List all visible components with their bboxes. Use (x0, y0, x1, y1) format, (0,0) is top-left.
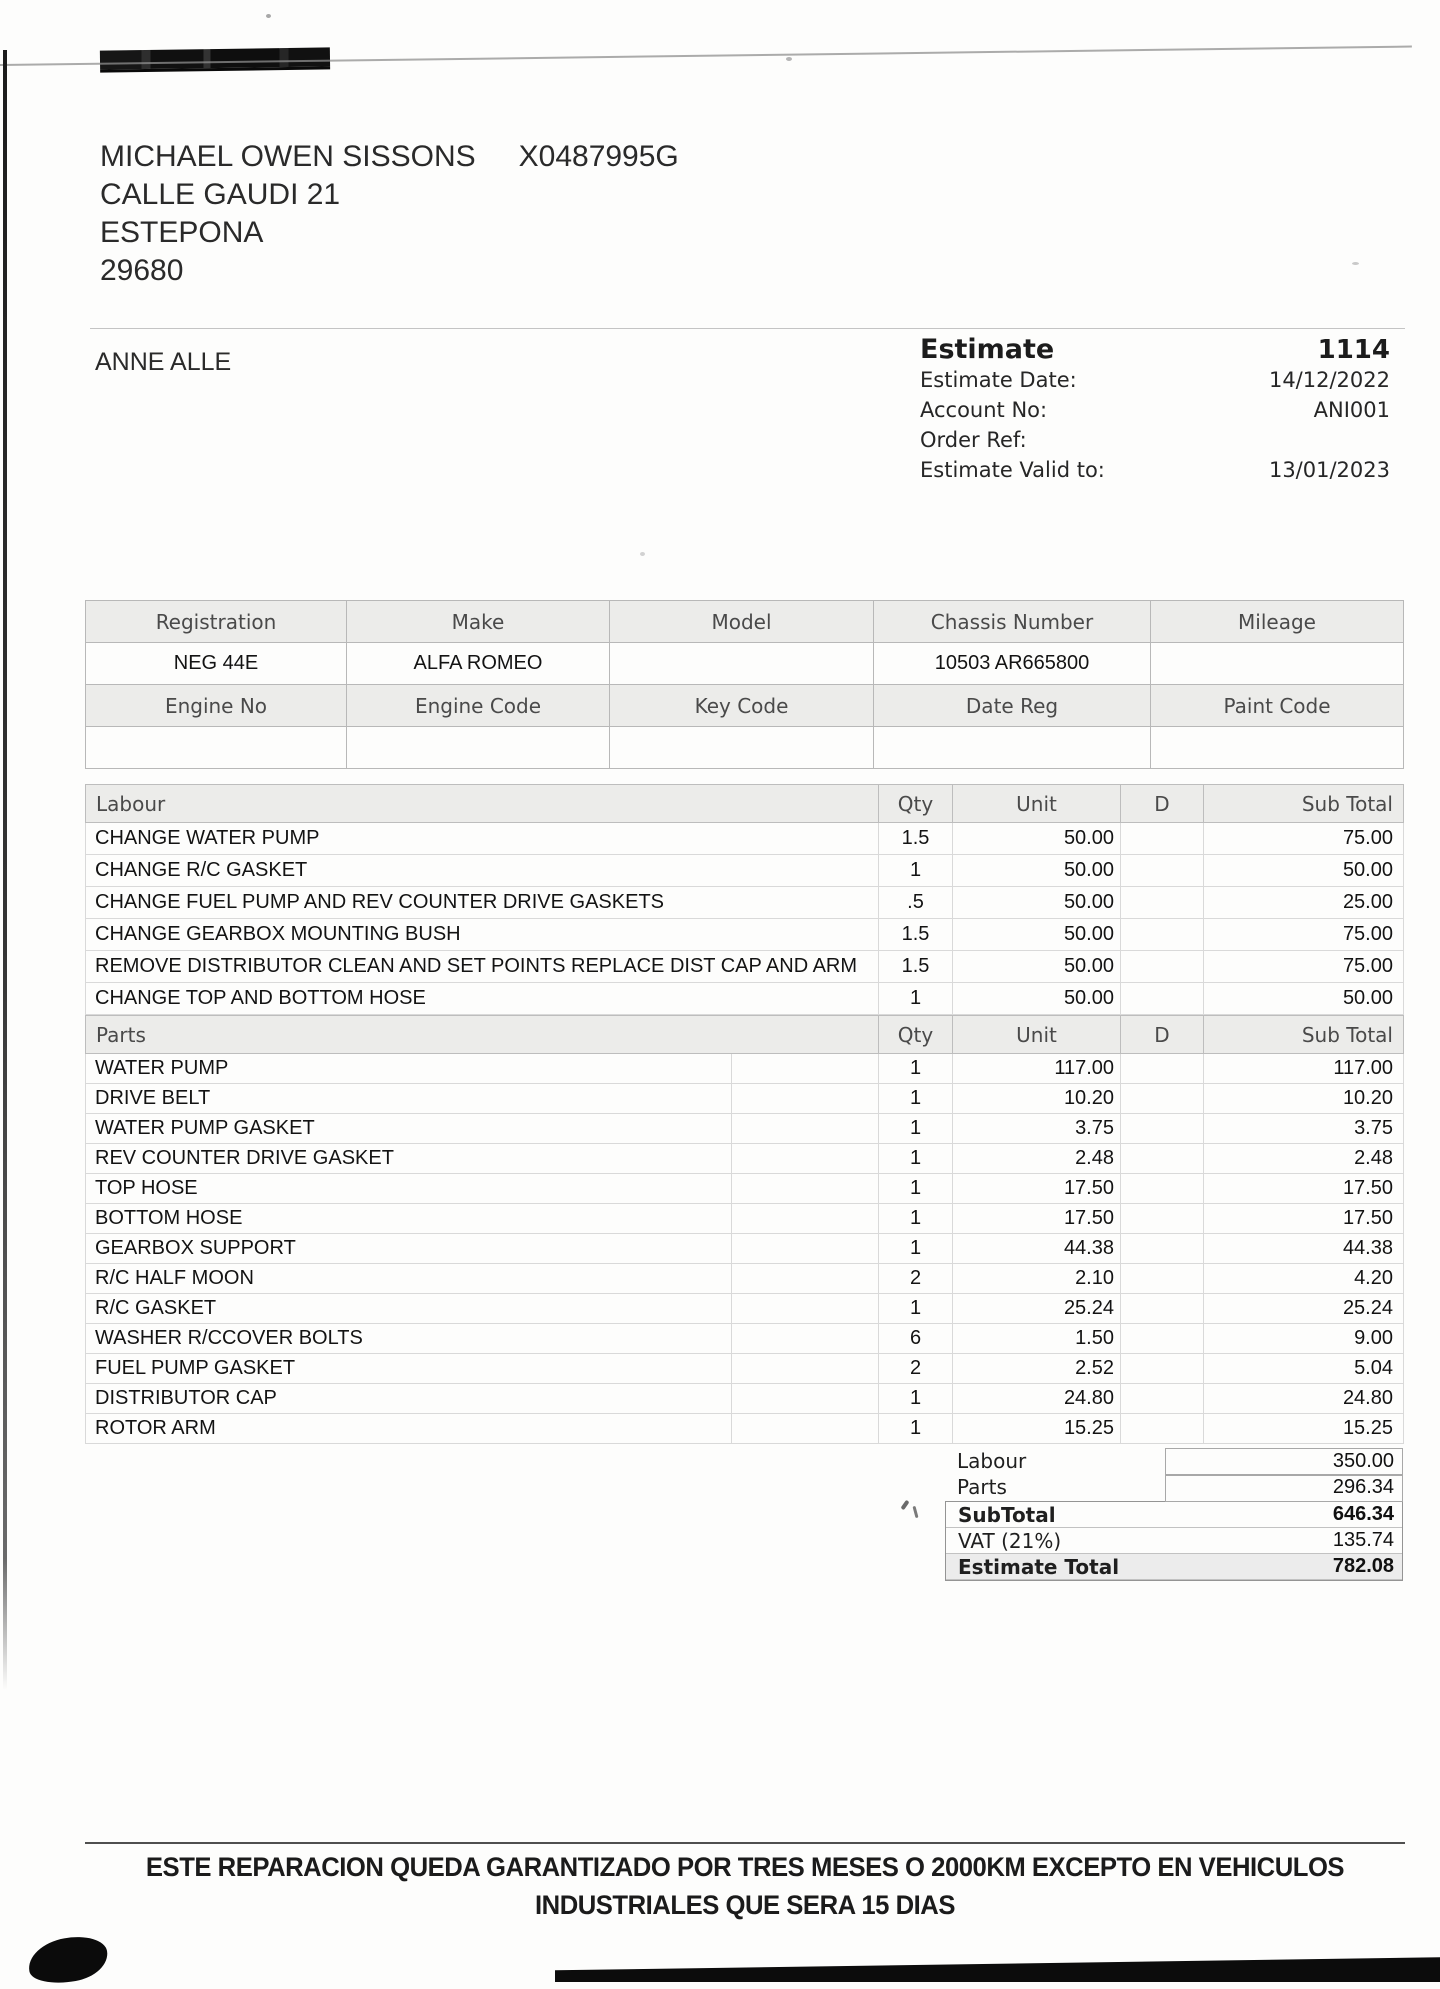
parts-description: DRIVE BELT (86, 1084, 732, 1114)
parts-qty: 2 (879, 1264, 953, 1294)
totals-row (945, 1448, 1403, 1474)
parts-subtotal: 44.38 (1204, 1234, 1404, 1264)
parts-row (86, 1324, 1404, 1354)
totals-value: 646.34 (1332, 1503, 1394, 1525)
parts-unit: 15.25 (953, 1414, 1121, 1444)
labour-row (86, 855, 1404, 887)
totals-label: Parts (957, 1475, 1007, 1499)
totals-value: 296.34 (1165, 1474, 1403, 1502)
parts-qty: 1 (879, 1144, 953, 1174)
key-code-header: Key Code (610, 685, 874, 727)
estimate-field-label: Account No: (920, 398, 1048, 422)
labour-subtotal: 75.00 (1204, 951, 1404, 983)
labour-subtotal: 75.00 (1204, 823, 1404, 855)
estimate-field-value: 13/01/2023 (1268, 458, 1390, 482)
parts-unit: 25.24 (953, 1294, 1121, 1324)
labour-row (86, 887, 1404, 919)
totals-value: 135.74 (1332, 1529, 1394, 1551)
parts-subtotal: 4.20 (1204, 1264, 1404, 1294)
totals-top-group (945, 1448, 1403, 1500)
parts-spacer-cell (732, 1234, 879, 1264)
labour-description: REMOVE DISTRIBUTOR CLEAN AND SET POINTS REPLACE DIST CAP AND ARM (86, 951, 879, 983)
address-line: CALLE GAUDI 21 (100, 178, 341, 211)
parts-subtotal: 3.75 (1204, 1114, 1404, 1144)
parts-subtotal: 10.20 (1204, 1084, 1404, 1114)
customer-name: MICHAEL OWEN SISSONS (100, 140, 476, 173)
estimate-number: 1114 (1317, 335, 1390, 365)
disclaimer-line: INDUSTRIALES QUE SERA 15 DIAS (535, 1890, 955, 1920)
parts-section-title: Parts (86, 1016, 879, 1054)
model-value (610, 643, 874, 685)
qty-column-header: Qty (879, 1016, 953, 1054)
date-reg-header: Date Reg (874, 685, 1151, 727)
estimate-field-row (920, 365, 1390, 395)
parts-qty: 1 (879, 1414, 953, 1444)
qty-column-header: Qty (879, 785, 953, 823)
parts-unit: 3.75 (953, 1114, 1121, 1144)
parts-subtotal: 117.00 (1204, 1054, 1404, 1084)
labour-d (1121, 855, 1204, 887)
parts-spacer-cell (732, 1414, 879, 1444)
estimate-field-row (920, 425, 1390, 455)
parts-row (86, 1084, 1404, 1114)
labour-qty: .5 (879, 887, 953, 919)
labour-qty: 1 (879, 983, 953, 1015)
estimate-field-label: Estimate Valid to: (920, 458, 1105, 482)
labour-unit: 50.00 (953, 951, 1121, 983)
parts-row (86, 1204, 1404, 1234)
parts-spacer-cell (732, 1174, 879, 1204)
parts-description: GEARBOX SUPPORT (86, 1234, 732, 1264)
parts-subtotal: 2.48 (1204, 1144, 1404, 1174)
parts-qty: 1 (879, 1294, 953, 1324)
parts-qty: 1 (879, 1054, 953, 1084)
totals-value: 350.00 (1165, 1448, 1403, 1476)
parts-d (1121, 1084, 1204, 1114)
labour-subtotal: 50.00 (1204, 855, 1404, 887)
disclaimer-line: ESTE REPARACION QUEDA GARANTIZADO POR TRES MESES O 2000KM EXCEPTO EN VEHICULOS (145, 1852, 1345, 1882)
parts-description: R/C GASKET (86, 1294, 732, 1324)
labour-unit: 50.00 (953, 855, 1121, 887)
parts-d (1121, 1264, 1204, 1294)
parts-d (1121, 1384, 1204, 1414)
parts-spacer-cell (732, 1264, 879, 1294)
parts-table (85, 1015, 1404, 1444)
labour-row (86, 951, 1404, 983)
scan-speck (266, 14, 271, 18)
parts-subtotal: 9.00 (1204, 1324, 1404, 1354)
labour-qty: 1.5 (879, 919, 953, 951)
parts-subtotal: 25.24 (1204, 1294, 1404, 1324)
labour-description: CHANGE GEARBOX MOUNTING BUSH (86, 919, 879, 951)
labour-table (85, 784, 1404, 1015)
parts-d (1121, 1294, 1204, 1324)
registration-value: NEG 44E (86, 643, 347, 685)
parts-unit: 10.20 (953, 1084, 1121, 1114)
subtotal-column-header: Sub Total (1204, 1016, 1404, 1054)
engine-no-header: Engine No (86, 685, 347, 727)
parts-subtotal: 17.50 (1204, 1204, 1404, 1234)
totals-box-group (945, 1501, 1403, 1581)
parts-qty: 2 (879, 1354, 953, 1384)
labour-qty: 1.5 (879, 951, 953, 983)
address-line: ESTEPONA (100, 216, 264, 249)
parts-row (86, 1354, 1404, 1384)
parts-row (86, 1234, 1404, 1264)
parts-subtotal: 17.50 (1204, 1174, 1404, 1204)
parts-description: BOTTOM HOSE (86, 1204, 732, 1234)
subtotal-column-header: Sub Total (1204, 785, 1404, 823)
parts-row (86, 1144, 1404, 1174)
parts-description: DISTRIBUTOR CAP (86, 1384, 732, 1414)
mileage-header: Mileage (1151, 601, 1404, 643)
estimate-header-block (920, 334, 1390, 485)
parts-d (1121, 1174, 1204, 1204)
totals-value: 782.08 (1332, 1555, 1394, 1577)
labour-row (86, 983, 1404, 1015)
parts-qty: 6 (879, 1324, 953, 1354)
parts-row (86, 1114, 1404, 1144)
labour-description: CHANGE FUEL PUMP AND REV COUNTER DRIVE GASKETS (86, 887, 879, 919)
parts-qty: 1 (879, 1084, 953, 1114)
parts-spacer-cell (732, 1054, 879, 1084)
parts-unit: 1.50 (953, 1324, 1121, 1354)
vehicle-values-row (86, 643, 1404, 685)
mileage-value (1151, 643, 1404, 685)
customer-tax-id: X0487995G (518, 140, 679, 173)
vehicle-details-table (85, 600, 1404, 769)
labour-qty: 1.5 (879, 823, 953, 855)
totals-label: Labour (957, 1449, 1027, 1473)
labour-subtotal: 75.00 (1204, 919, 1404, 951)
parts-qty: 1 (879, 1204, 953, 1234)
labour-d (1121, 887, 1204, 919)
labour-description: CHANGE WATER PUMP (86, 823, 879, 855)
parts-description: TOP HOSE (86, 1174, 732, 1204)
labour-subtotal: 25.00 (1204, 887, 1404, 919)
vehicle-header-row-2 (86, 685, 1404, 727)
totals-label: Estimate Total (958, 1554, 1120, 1579)
parts-subtotal: 24.80 (1204, 1384, 1404, 1414)
labour-unit: 50.00 (953, 919, 1121, 951)
disclaimer-text (118, 1848, 1372, 1924)
paint-code-header: Paint Code (1151, 685, 1404, 727)
parts-spacer-cell (732, 1324, 879, 1354)
parts-d (1121, 1324, 1204, 1354)
labour-subtotal: 50.00 (1204, 983, 1404, 1015)
engine-code-header: Engine Code (347, 685, 610, 727)
registration-header: Registration (86, 601, 347, 643)
parts-spacer-cell (732, 1384, 879, 1414)
labour-d (1121, 983, 1204, 1015)
customer-block (100, 138, 679, 290)
d-column-header: D (1121, 1016, 1204, 1054)
parts-description: ROTOR ARM (86, 1414, 732, 1444)
address-line: 29680 (100, 254, 184, 287)
estimate-field-label: Order Ref: (920, 428, 1027, 452)
parts-qty: 1 (879, 1174, 953, 1204)
labour-unit: 50.00 (953, 823, 1121, 855)
contact-name: ANNE ALLE (95, 348, 232, 376)
parts-spacer-cell (732, 1204, 879, 1234)
parts-description: WATER PUMP (86, 1054, 732, 1084)
parts-unit: 117.00 (953, 1054, 1121, 1084)
totals-label: VAT (21%) (958, 1528, 1062, 1553)
parts-spacer-cell (732, 1114, 879, 1144)
parts-unit: 17.50 (953, 1174, 1121, 1204)
chassis-number-value: 10503 AR665800 (874, 643, 1151, 685)
parts-spacer-cell (732, 1144, 879, 1174)
parts-d (1121, 1414, 1204, 1444)
parts-row (86, 1054, 1404, 1084)
parts-qty: 1 (879, 1114, 953, 1144)
parts-description: REV COUNTER DRIVE GASKET (86, 1144, 732, 1174)
labour-unit: 50.00 (953, 983, 1121, 1015)
labour-header-row (86, 785, 1404, 823)
date-reg-value (874, 727, 1151, 769)
totals-block (945, 1448, 1403, 1581)
scanner-edge-artifact (3, 50, 7, 1690)
parts-unit: 17.50 (953, 1204, 1121, 1234)
parts-d (1121, 1204, 1204, 1234)
parts-unit: 2.10 (953, 1264, 1121, 1294)
d-column-header: D (1121, 785, 1204, 823)
model-header: Model (610, 601, 874, 643)
labour-row (86, 823, 1404, 855)
labour-section-title: Labour (86, 785, 879, 823)
parts-row (86, 1174, 1404, 1204)
scan-speck (786, 57, 792, 61)
labour-description: CHANGE R/C GASKET (86, 855, 879, 887)
parts-unit: 24.80 (953, 1384, 1121, 1414)
paint-code-value (1151, 727, 1404, 769)
footer-rule (85, 1842, 1405, 1844)
estimate-field-row (920, 455, 1390, 485)
parts-d (1121, 1234, 1204, 1264)
parts-d (1121, 1054, 1204, 1084)
totals-row (946, 1528, 1402, 1554)
engine-no-value (86, 727, 347, 769)
parts-description: R/C HALF MOON (86, 1264, 732, 1294)
estimate-field-label: Estimate Date: (920, 368, 1077, 392)
parts-subtotal: 5.04 (1204, 1354, 1404, 1384)
make-value: ALFA ROMEO (347, 643, 610, 685)
parts-unit: 2.48 (953, 1144, 1121, 1174)
parts-description: FUEL PUMP GASKET (86, 1354, 732, 1384)
parts-row (86, 1414, 1404, 1444)
parts-description: WATER PUMP GASKET (86, 1114, 732, 1144)
vehicle-header-row (86, 601, 1404, 643)
labour-description: CHANGE TOP AND BOTTOM HOSE (86, 983, 879, 1015)
parts-spacer-cell (732, 1294, 879, 1324)
estimate-title: Estimate (920, 334, 1055, 365)
parts-row (86, 1294, 1404, 1324)
parts-qty: 1 (879, 1384, 953, 1414)
parts-spacer-cell (732, 1354, 879, 1384)
engine-code-value (347, 727, 610, 769)
scanner-blob-artifact (25, 1931, 111, 1988)
scan-speck (1352, 262, 1359, 265)
parts-d (1121, 1114, 1204, 1144)
vehicle-values-row-2 (86, 727, 1404, 769)
totals-row (945, 1474, 1403, 1500)
key-code-value (610, 727, 874, 769)
labour-unit: 50.00 (953, 887, 1121, 919)
parts-d (1121, 1144, 1204, 1174)
ink-smudge (900, 1500, 909, 1510)
scan-speck (640, 552, 645, 556)
parts-unit: 44.38 (953, 1234, 1121, 1264)
unit-column-header: Unit (953, 1016, 1121, 1054)
totals-row (946, 1554, 1402, 1580)
estimate-field-row (920, 395, 1390, 425)
parts-spacer-cell (732, 1084, 879, 1114)
estimate-field-value: ANI001 (1313, 398, 1390, 422)
parts-header-row (86, 1016, 1404, 1054)
parts-row (86, 1264, 1404, 1294)
labour-row (86, 919, 1404, 951)
labour-d (1121, 919, 1204, 951)
divider-rule (90, 328, 1405, 329)
make-header: Make (347, 601, 610, 643)
parts-row (86, 1384, 1404, 1414)
labour-d (1121, 823, 1204, 855)
scanner-bar-artifact (555, 1956, 1440, 1982)
labour-d (1121, 951, 1204, 983)
unit-column-header: Unit (953, 785, 1121, 823)
estimate-field-value: 14/12/2022 (1268, 368, 1390, 392)
parts-subtotal: 15.25 (1204, 1414, 1404, 1444)
parts-d (1121, 1354, 1204, 1384)
totals-row (946, 1502, 1402, 1528)
chassis-number-header: Chassis Number (874, 601, 1151, 643)
parts-unit: 2.52 (953, 1354, 1121, 1384)
parts-qty: 1 (879, 1234, 953, 1264)
totals-label: SubTotal (958, 1502, 1056, 1527)
ink-smudge (912, 1506, 918, 1518)
parts-description: WASHER R/CCOVER BOLTS (86, 1324, 732, 1354)
labour-qty: 1 (879, 855, 953, 887)
